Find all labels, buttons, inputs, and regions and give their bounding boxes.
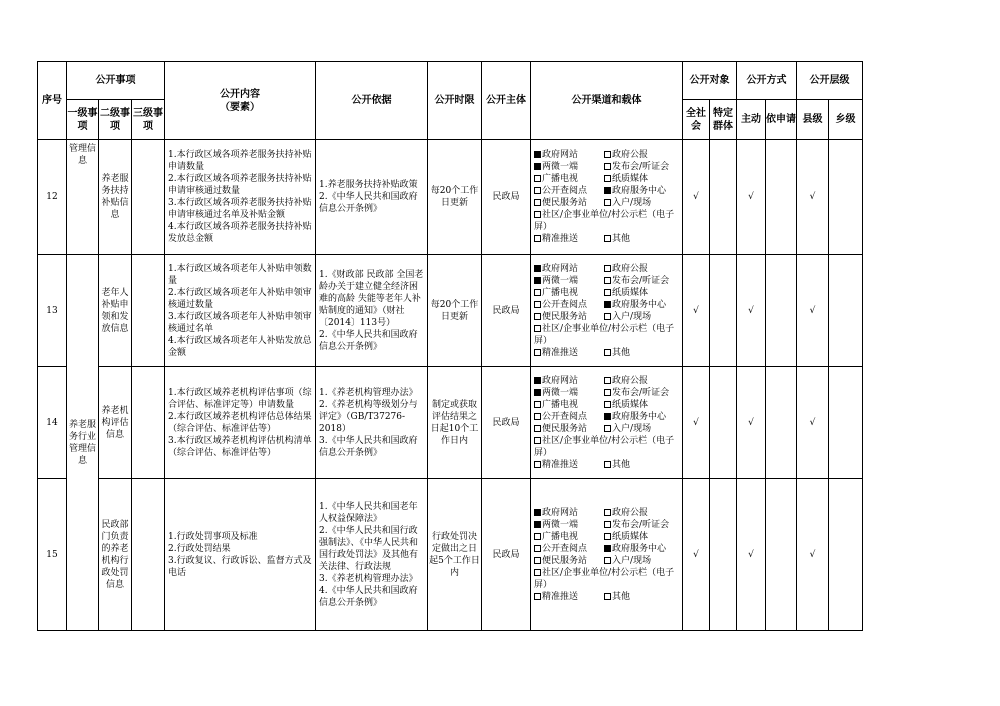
channel-option: 其他 xyxy=(604,347,674,359)
header-level3: 三级事项 xyxy=(132,100,165,140)
row-level3 xyxy=(132,367,165,479)
unchecked-box-icon xyxy=(534,401,541,408)
channel-line xyxy=(534,399,679,411)
channel-line xyxy=(534,161,679,173)
row-channels xyxy=(531,479,683,631)
channel-option: 入户/现场 xyxy=(604,197,674,209)
list-line: 1.行政处罚事项及标准 xyxy=(168,531,258,542)
mark-method-active: √ xyxy=(737,255,766,367)
checked-box-icon xyxy=(534,151,541,158)
mark-target-all: √ xyxy=(683,479,710,631)
checked-box-icon xyxy=(534,265,541,272)
list-line: 2.《中华人民共和国政府信息公开条例》 xyxy=(319,192,418,214)
channel-option: 政府网站 xyxy=(534,375,604,387)
row-time: 行政处罚决定做出之日起5个工作日内 xyxy=(428,479,482,631)
header-subject: 公开主体 xyxy=(482,62,531,140)
header-content-label: 公开内容 xyxy=(220,88,261,100)
channel-line xyxy=(534,173,679,185)
channel-line xyxy=(534,387,679,399)
table-row xyxy=(38,367,863,479)
row-channels xyxy=(531,255,683,367)
unchecked-box-icon xyxy=(534,569,541,576)
list-line: 2.《养老机构等级划分与评定》（GB/T37276-2018） xyxy=(319,399,418,434)
mark-method-active: √ xyxy=(737,479,766,631)
unchecked-box-icon xyxy=(604,151,611,158)
channel-line xyxy=(534,423,679,435)
mark-method-active: √ xyxy=(737,367,766,479)
row-subject: 民政局 xyxy=(482,479,531,631)
unchecked-box-icon xyxy=(604,425,611,432)
channel-line xyxy=(534,435,679,459)
channel-option: 公开查阅点 xyxy=(534,543,604,555)
header-method-request: 依申请 xyxy=(766,100,797,140)
header-channels: 公开渠道和载体 xyxy=(531,62,683,140)
channel-line xyxy=(534,299,679,311)
unchecked-box-icon xyxy=(604,313,611,320)
row-channels xyxy=(531,140,683,255)
channel-option: 其他 xyxy=(604,233,674,245)
channel-option: 纸质媒体 xyxy=(604,173,674,185)
checked-box-icon xyxy=(604,187,611,194)
row-level3 xyxy=(132,140,165,255)
list-line: 2.《中华人民共和国行政强制法》、《中华人民共和国行政处罚法》及其他有关法律、行政法规 xyxy=(319,525,419,572)
header-content xyxy=(165,62,316,140)
unchecked-box-icon xyxy=(534,289,541,296)
header-time: 公开时限 xyxy=(428,62,482,140)
row-subject: 民政局 xyxy=(482,255,531,367)
list-line: 1.本行政区域各项老年人补贴申领数量 xyxy=(168,263,312,286)
mark-level-town xyxy=(829,367,863,479)
unchecked-box-icon xyxy=(604,557,611,564)
unchecked-box-icon xyxy=(604,199,611,206)
channel-line xyxy=(534,197,679,209)
header-target: 公开对象 xyxy=(683,62,737,100)
list-line: 1.本行政区域养老机构评估事项（综合评估、标准评定等）申请数量 xyxy=(168,387,312,410)
row-channels xyxy=(531,367,683,479)
unchecked-box-icon xyxy=(534,425,541,432)
unchecked-box-icon xyxy=(604,533,611,540)
header-seq: 序号 xyxy=(38,62,67,140)
list-line: 2.本行政区域各项养老服务扶持补贴申请审核通过数量 xyxy=(168,174,312,196)
list-line: 2.《中华人民共和国政府信息公开条例》 xyxy=(319,329,418,352)
channel-option: 政府服务中心 xyxy=(604,299,674,311)
row-seq: 12 xyxy=(38,140,67,255)
channel-option: 政府服务中心 xyxy=(604,185,674,197)
row-level2: 养老服务扶持补贴信息 xyxy=(99,140,132,255)
channel-option: 广播电视 xyxy=(534,399,604,411)
mark-level-town xyxy=(829,255,863,367)
list-line: 3.本行政区域养老机构评估机构清单（综合评估、标准评估等） xyxy=(168,435,312,458)
row-level3 xyxy=(132,255,165,367)
list-line: 3.本行政区域各项老年人补贴申领审核通过名单 xyxy=(168,311,312,334)
row-time: 制定或获取评估结果之日起10个工作日内 xyxy=(428,367,482,479)
table-row xyxy=(38,255,863,367)
checked-box-icon xyxy=(604,545,611,552)
row-seq: 14 xyxy=(38,367,67,479)
row-content xyxy=(165,367,316,479)
unchecked-box-icon xyxy=(534,187,541,194)
checked-box-icon xyxy=(534,509,541,516)
channel-line xyxy=(534,323,679,347)
channel-option: 便民服务站 xyxy=(534,555,604,567)
unchecked-box-icon xyxy=(534,325,541,332)
channel-line xyxy=(534,287,679,299)
unchecked-box-icon xyxy=(604,265,611,272)
row-seq: 15 xyxy=(38,479,67,631)
unchecked-box-icon xyxy=(604,389,611,396)
mark-level-county: √ xyxy=(797,255,829,367)
channel-option: 两微一端 xyxy=(534,387,604,399)
checked-box-icon xyxy=(534,163,541,170)
channel-option: 公开查阅点 xyxy=(534,299,604,311)
unchecked-box-icon xyxy=(604,521,611,528)
unchecked-box-icon xyxy=(604,289,611,296)
row-basis xyxy=(316,255,428,367)
list-line: 4.本行政区域各项老年人补贴发放总金额 xyxy=(168,335,312,358)
checked-box-icon xyxy=(604,413,611,420)
row-subject: 民政局 xyxy=(482,140,531,255)
channel-option: 精准推送 xyxy=(534,347,604,359)
header-target-group: 特定群体 xyxy=(710,100,737,140)
header-content-sub: （要素） xyxy=(220,101,261,113)
channel-option: 精准推送 xyxy=(534,459,604,471)
channel-option: 广播电视 xyxy=(534,173,604,185)
channel-option: 便民服务站 xyxy=(534,311,604,323)
unchecked-box-icon xyxy=(534,211,541,218)
channel-line xyxy=(534,591,679,603)
list-line: 3.《养老机构管理办法》 xyxy=(319,573,418,584)
unchecked-box-icon xyxy=(534,349,541,356)
unchecked-box-icon xyxy=(534,235,541,242)
header-level-town: 乡级 xyxy=(829,100,863,140)
channel-line xyxy=(534,263,679,275)
row-content xyxy=(165,255,316,367)
header-target-all: 全社会 xyxy=(683,100,710,140)
unchecked-box-icon xyxy=(534,199,541,206)
channel-option: 社区/企事业单位/村公示栏（电子屏） xyxy=(534,435,675,458)
unchecked-box-icon xyxy=(604,377,611,384)
channel-option: 入户/现场 xyxy=(604,555,674,567)
channel-option: 政府公报 xyxy=(604,507,674,519)
row-level2: 养老机构评估信息 xyxy=(99,367,132,479)
unchecked-box-icon xyxy=(604,235,611,242)
channel-option: 便民服务站 xyxy=(534,197,604,209)
channel-option: 政府服务中心 xyxy=(604,543,674,555)
unchecked-box-icon xyxy=(604,401,611,408)
channel-option: 社区/企事业单位/村公示栏（电子屏） xyxy=(534,210,675,232)
list-line: 1.《中华人民共和国老年人权益保障法》 xyxy=(319,501,418,524)
channel-option: 精准推送 xyxy=(534,591,604,603)
channel-option: 政府网站 xyxy=(534,507,604,519)
mark-target-group xyxy=(710,140,737,255)
channel-line xyxy=(534,311,679,323)
row-level2: 老年人补贴申领和发放信息 xyxy=(99,255,132,367)
channel-line xyxy=(534,531,679,543)
mark-level-county: √ xyxy=(797,367,829,479)
channel-option: 政府公报 xyxy=(604,375,674,387)
mark-method-active: √ xyxy=(737,140,766,255)
disclosure-table xyxy=(37,61,863,631)
list-line: 2.本行政区域各项老年人补贴申领审核通过数量 xyxy=(168,287,312,310)
unchecked-box-icon xyxy=(534,175,541,182)
row-time: 每20个工作日更新 xyxy=(428,140,482,255)
mark-level-town xyxy=(829,479,863,631)
checked-box-icon xyxy=(534,521,541,528)
row-content xyxy=(165,140,316,255)
header-method-active: 主动 xyxy=(737,100,766,140)
unchecked-box-icon xyxy=(604,461,611,468)
channel-option: 公开查阅点 xyxy=(534,411,604,423)
channel-option: 社区/企事业单位/村公示栏（电子屏） xyxy=(534,567,675,590)
row-basis xyxy=(316,367,428,479)
channel-option: 两微一端 xyxy=(534,275,604,287)
unchecked-box-icon xyxy=(604,277,611,284)
unchecked-box-icon xyxy=(534,593,541,600)
mark-level-county: √ xyxy=(797,140,829,255)
channel-option: 广播电视 xyxy=(534,531,604,543)
header-items: 公开事项 xyxy=(67,62,165,100)
channel-line xyxy=(534,275,679,287)
channel-option: 政府网站 xyxy=(534,149,604,161)
row-time: 每20个工作日更新 xyxy=(428,255,482,367)
mark-target-group xyxy=(710,255,737,367)
channel-option: 便民服务站 xyxy=(534,423,604,435)
list-line: 1.养老服务扶持补贴政策 xyxy=(319,180,418,190)
checked-box-icon xyxy=(534,277,541,284)
checked-box-icon xyxy=(604,301,611,308)
channel-option: 入户/现场 xyxy=(604,423,674,435)
unchecked-box-icon xyxy=(604,509,611,516)
channel-option: 发布会/听证会 xyxy=(604,275,674,287)
channel-line xyxy=(534,185,679,197)
channel-line xyxy=(534,209,679,233)
list-line: 4.《中华人民共和国政府信息公开条例》 xyxy=(319,585,418,608)
channel-option: 发布会/听证会 xyxy=(604,161,674,173)
list-line: 4.本行政区域各项养老服务扶持补贴发放总金额 xyxy=(168,222,312,244)
mark-method-request xyxy=(766,255,797,367)
list-line: 3.《中华人民共和国政府信息公开条例》 xyxy=(319,435,418,458)
mark-method-request xyxy=(766,140,797,255)
channel-option: 入户/现场 xyxy=(604,311,674,323)
channel-line xyxy=(534,567,679,591)
mark-method-request xyxy=(766,479,797,631)
unchecked-box-icon xyxy=(534,313,541,320)
channel-option: 广播电视 xyxy=(534,287,604,299)
mark-level-town xyxy=(829,140,863,255)
channel-line xyxy=(534,375,679,387)
table-row xyxy=(38,140,863,255)
channel-option: 政府网站 xyxy=(534,263,604,275)
header-level2: 二级事项 xyxy=(99,100,132,140)
channel-line xyxy=(534,233,679,245)
channel-option: 两微一端 xyxy=(534,519,604,531)
mark-target-all: √ xyxy=(683,140,710,255)
list-line: 2.本行政区域养老机构评估总体结果（综合评估、标准评估等） xyxy=(168,411,312,434)
unchecked-box-icon xyxy=(604,175,611,182)
channel-option: 政府公报 xyxy=(604,149,674,161)
channel-line xyxy=(534,347,679,359)
unchecked-box-icon xyxy=(534,461,541,468)
unchecked-box-icon xyxy=(534,557,541,564)
channel-option: 政府服务中心 xyxy=(604,411,674,423)
channel-option: 社区/企事业单位/村公示栏（电子屏） xyxy=(534,323,675,346)
checked-box-icon xyxy=(534,389,541,396)
channel-option: 纸质媒体 xyxy=(604,287,674,299)
row-level1: 管理信息 xyxy=(67,140,99,255)
list-line: 1.《财政部 民政部 全国老龄办关于建立健全经济困难的高龄 失能等老年人补贴制度的通知》（财社〔2014〕113号） xyxy=(319,269,424,328)
header-level: 公开层级 xyxy=(797,62,863,100)
channel-line xyxy=(534,507,679,519)
channel-option: 纸质媒体 xyxy=(604,399,674,411)
table-row xyxy=(38,479,863,631)
list-line: 1.《养老机构管理办法》 xyxy=(319,387,418,398)
channel-line xyxy=(534,519,679,531)
row-basis xyxy=(316,140,428,255)
mark-target-group xyxy=(710,479,737,631)
header-level1: 一级事项 xyxy=(67,100,99,140)
header-method: 公开方式 xyxy=(737,62,797,100)
unchecked-box-icon xyxy=(534,413,541,420)
unchecked-box-icon xyxy=(604,593,611,600)
channel-option: 精准推送 xyxy=(534,233,604,245)
list-line: 1.本行政区域各项养老服务扶持补贴申请数量 xyxy=(168,150,312,172)
channel-line xyxy=(534,543,679,555)
list-line: 3.行政复议、行政诉讼、监督方式及电话 xyxy=(168,555,312,578)
row-level2: 民政部门负责的养老机构行政处罚信息 xyxy=(99,479,132,631)
list-line: 2.行政处罚结果 xyxy=(168,543,231,554)
unchecked-box-icon xyxy=(534,545,541,552)
row-basis xyxy=(316,479,428,631)
mark-target-all: √ xyxy=(683,367,710,479)
channel-line xyxy=(534,555,679,567)
header-level-county: 县级 xyxy=(797,100,829,140)
row-seq: 13 xyxy=(38,255,67,367)
mark-target-group xyxy=(710,367,737,479)
unchecked-box-icon xyxy=(534,437,541,444)
row-level3 xyxy=(132,479,165,631)
channel-option: 发布会/听证会 xyxy=(604,519,674,531)
mark-target-all: √ xyxy=(683,255,710,367)
channel-option: 其他 xyxy=(604,591,674,603)
channel-option: 公开查阅点 xyxy=(534,185,604,197)
row-subject: 民政局 xyxy=(482,367,531,479)
checked-box-icon xyxy=(534,377,541,384)
unchecked-box-icon xyxy=(534,301,541,308)
mark-level-county: √ xyxy=(797,479,829,631)
unchecked-box-icon xyxy=(604,349,611,356)
channel-option: 政府公报 xyxy=(604,263,674,275)
channel-option: 发布会/听证会 xyxy=(604,387,674,399)
mark-method-request xyxy=(766,367,797,479)
channel-line xyxy=(534,149,679,161)
unchecked-box-icon xyxy=(604,163,611,170)
channel-option: 其他 xyxy=(604,459,674,471)
row-level1-merged: 养老服务行业管理信息 xyxy=(67,255,99,631)
unchecked-box-icon xyxy=(534,533,541,540)
row-content xyxy=(165,479,316,631)
channel-option: 两微一端 xyxy=(534,161,604,173)
channel-option: 纸质媒体 xyxy=(604,531,674,543)
channel-line xyxy=(534,459,679,471)
header-basis: 公开依据 xyxy=(316,62,428,140)
channel-line xyxy=(534,411,679,423)
list-line: 3.本行政区域各项养老服务扶持补贴申请审核通过名单及补贴金额 xyxy=(168,198,312,220)
